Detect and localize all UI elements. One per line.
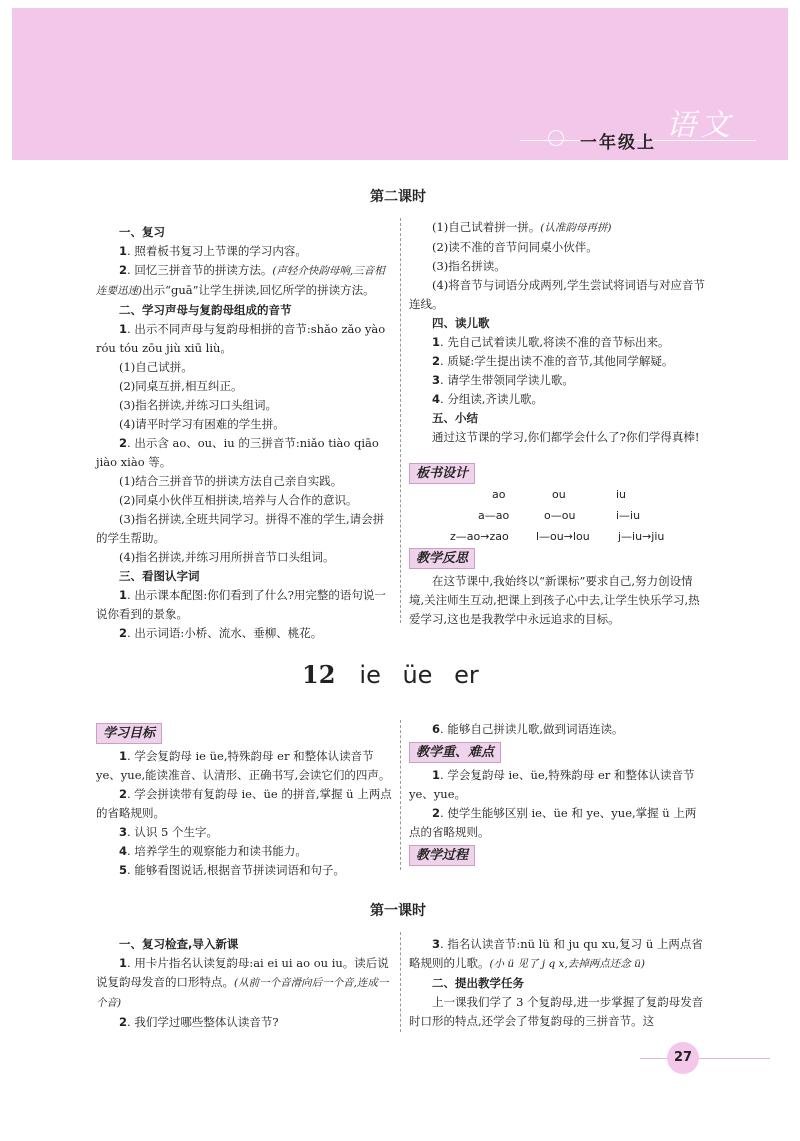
paragraph <box>409 276 705 314</box>
item-text: (4)请平时学习有困难的学生拼。 <box>119 417 285 431</box>
paragraph <box>96 320 392 358</box>
section-heading: 三、看图认字词 <box>119 569 200 583</box>
process-tag: 教学过程 <box>409 845 475 866</box>
item-text: . 用卡片指名认读复韵母:ai ei ui ao ou iu。读后说说复韵母发音的口形特点。 <box>96 956 389 989</box>
item-number: 2 <box>432 354 441 368</box>
item-number: 2 <box>119 787 128 801</box>
board-design <box>452 488 692 551</box>
item-text: (1)自己试着拼一拼。 <box>432 220 541 234</box>
reflection-tag-wrap <box>409 547 475 569</box>
item-text: (3)指名拼读。 <box>432 259 506 273</box>
item-number: 1 <box>119 588 128 602</box>
item-text: . 学会拼读带有复韵母 ie、üe 的拼音,掌握 ü 上两点的省略规则。 <box>96 787 392 820</box>
paragraph <box>96 377 392 396</box>
paragraph <box>409 371 705 390</box>
item-number: 2 <box>119 263 128 277</box>
board-cell: l—ou→lou <box>536 530 590 543</box>
item-number: 1 <box>119 322 128 336</box>
paragraph <box>409 993 705 1031</box>
board-row-3 <box>452 530 692 551</box>
item-text: . 出示课本配图:你们看到了什么?用完整的语句说一说你看到的景象。 <box>96 588 386 621</box>
paragraph <box>96 1013 392 1032</box>
item-text: . 出示不同声母与复韵母相拼的音节:shǎo zǎo yào róu tóu zōu jiù xiū liù。 <box>96 322 386 355</box>
board-cell: iu <box>616 488 627 501</box>
board-cell: a—ao <box>478 509 510 522</box>
item-note: (从前一个音滑向后一个音,连成一个音) <box>96 977 389 1009</box>
paragraph <box>96 358 392 377</box>
section-heading: 五、小结 <box>432 411 478 425</box>
item-text: . 分组读,齐读儿歌。 <box>440 392 543 406</box>
item-text: . 学会复韵母 ie üe,特殊韵母 er 和整体认读音节 ye、yue,能读准音、认清形、正确书写,会读它们的四声。 <box>96 749 391 782</box>
item-number: 2 <box>119 1015 128 1029</box>
goal-item-6 <box>409 720 705 739</box>
item-text: . 先自己试着读儿歌,将读不准的音节标出来。 <box>440 335 670 349</box>
column-divider <box>400 932 401 1032</box>
paragraph <box>409 352 705 371</box>
section2-right-column <box>409 935 705 1031</box>
paragraph <box>409 257 705 276</box>
paragraph <box>96 472 392 491</box>
paragraph <box>96 415 392 434</box>
circle-ornament-icon <box>548 130 564 146</box>
item-note: (小 ü 见了 j q x,去掉两点还念 ü) <box>489 958 645 970</box>
paragraph <box>96 242 392 261</box>
item-text: 出示“guā”让学生拼读,回忆所学的拼读方法。 <box>142 283 375 297</box>
item-number: 5 <box>119 863 128 877</box>
goals-list <box>96 747 392 880</box>
item-number: 3 <box>119 825 128 839</box>
paragraph <box>409 218 705 238</box>
item-text: (2)读不准的音节问同桌小伙伴。 <box>432 240 598 254</box>
item-text: (1)结合三拼音节的拼读方法自己亲自实践。 <box>119 474 343 488</box>
item-text: (2)同桌互拼,相互纠正。 <box>119 379 243 393</box>
page-number-line <box>640 1058 770 1059</box>
board-cell: j—iu→jiu <box>618 530 665 543</box>
paragraph <box>409 238 705 257</box>
item-text: . 指名认读音节:nü lü 和 ju qu xu,复习 ü 上两点省略规则的儿歌。 <box>409 937 703 970</box>
process-tag-wrap <box>409 844 475 866</box>
item-text: . 请学生带领同学读儿歌。 <box>440 373 574 387</box>
goal-num: 6 <box>432 722 441 736</box>
item-text: (1)自己试拼。 <box>119 360 193 374</box>
item-number: 1 <box>432 335 441 349</box>
paragraph <box>96 747 392 785</box>
item-text: . 出示词语:小桥、流水、垂柳、桃花。 <box>127 626 323 640</box>
item-text: (3)指名拼读,并练习口头组词。 <box>119 398 277 412</box>
paragraph <box>96 396 392 415</box>
keypoints-tag: 教学重、难点 <box>409 742 501 763</box>
item-number: 1 <box>119 956 128 970</box>
reflection-text: 在这节课中,我始终以“新课标”要求自己,努力创设情境,关注师生互动,把课上到孩子心中去,让学生快乐学习,热爱学习,这也是我教学中永远追求的目标。 <box>409 574 700 626</box>
section1-title: 第二课时 <box>370 189 426 205</box>
board-row-2 <box>452 509 692 530</box>
item-number: 2 <box>432 806 441 820</box>
item-text: . 出示含 ao、ou、iu 的三拼音节:niǎo tiào qiāo jiào xiào 等。 <box>96 436 379 469</box>
item-text: 通过这节课的学习,你们都学会什么了?你们学得真棒! <box>432 430 700 444</box>
paragraph <box>96 586 392 624</box>
paragraph <box>96 842 392 861</box>
item-text: (3)指名拼读,全班共同学习。拼得不准的学生,请会拼的学生帮助。 <box>96 512 385 545</box>
item-text: . 学会复韵母 ie、üe,特殊韵母 er 和整体认读音节 ye、yue。 <box>409 768 695 801</box>
item-text: (4)将音节与词语分成两列,学生尝试将词语与对应音节连线。 <box>409 278 705 311</box>
lesson-sounds: ie üe er <box>359 661 479 689</box>
item-text: . 我们学过哪些整体认读音节? <box>127 1015 279 1029</box>
item-text: . 照着板书复习上节课的学习内容。 <box>127 244 307 258</box>
board-design-tag: 板书设计 <box>409 463 475 484</box>
section2-title: 第一课时 <box>370 903 426 919</box>
item-text: . 回忆三拼音节的拼读方法。 <box>127 263 273 277</box>
paragraph <box>96 823 392 842</box>
item-text: . 培养学生的观察能力和读书能力。 <box>127 844 307 858</box>
paragraph <box>96 261 392 301</box>
item-number: 2 <box>119 436 128 450</box>
paragraph <box>409 390 705 409</box>
section2-left-column <box>96 935 392 1032</box>
board-design-tag-wrap <box>409 462 475 484</box>
item-note: (认准韵母再拼) <box>540 222 612 234</box>
board-cell: o—ou <box>544 509 576 522</box>
item-number: 1 <box>119 244 128 258</box>
paragraph <box>96 548 392 567</box>
goals-tag: 学习目标 <box>96 723 162 744</box>
paragraph <box>409 333 705 352</box>
column-divider <box>400 218 401 623</box>
item-text: 上一课我们学了 3 个复韵母,进一步掌握了复韵母发音时口形的特点,还学会了带复韵母的三拼音节。这 <box>409 995 704 1028</box>
item-text: (2)同桌小伙伴互相拼读,培养与人合作的意识。 <box>119 493 358 507</box>
paragraph <box>96 510 392 548</box>
paragraph <box>96 491 392 510</box>
grade-label: 一年级上 <box>580 133 656 153</box>
item-number: 1 <box>432 768 441 782</box>
item-number: 3 <box>432 373 441 387</box>
section-heading: 一、复习 <box>119 225 165 239</box>
section-heading: 二、提出教学任务 <box>432 976 524 990</box>
paragraph <box>96 624 392 643</box>
page-number: 27 <box>667 1042 699 1074</box>
item-text: . 使学生能够区别 ie、üe 和 ye、yue,掌握 ü 上两点的省略规则。 <box>409 806 697 839</box>
paragraph <box>96 954 392 1013</box>
board-cell: ou <box>552 488 566 501</box>
paragraph <box>409 804 705 842</box>
goal-text: . 能够自己拼读儿歌,做到词语连读。 <box>440 722 624 736</box>
keypoints-list <box>409 766 705 842</box>
paragraph <box>96 785 392 823</box>
section1-left-column <box>96 223 392 643</box>
item-number: 2 <box>119 626 128 640</box>
item-text: . 认识 5 个生字。 <box>127 825 218 839</box>
paragraph <box>409 428 705 447</box>
board-cell: i—iu <box>616 509 641 522</box>
item-note: (声轻介快韵母响,三音相连要迅速) <box>96 265 385 297</box>
column-divider <box>400 720 401 870</box>
section-heading: 一、复习检查,导入新课 <box>119 937 239 951</box>
item-number: 3 <box>432 937 441 951</box>
board-cell: z—ao→zao <box>450 530 509 543</box>
lesson-number: 12 <box>302 660 336 689</box>
section-heading: 四、读儿歌 <box>432 316 490 330</box>
item-number: 4 <box>119 844 128 858</box>
board-row-1 <box>452 488 692 509</box>
section1-right-column <box>409 218 705 447</box>
paragraph <box>409 935 705 974</box>
paragraph <box>96 434 392 472</box>
board-cell: ao <box>492 488 506 501</box>
section-heading: 二、学习声母与复韵母组成的音节 <box>119 303 292 317</box>
item-number: 1 <box>119 749 128 763</box>
lesson-title <box>302 660 479 689</box>
item-text: . 能够看图说话,根据音节拼读词语和句子。 <box>127 863 345 877</box>
goals-tag-wrap <box>96 722 162 744</box>
subject-label: 语文 <box>666 108 734 143</box>
item-text: . 质疑:学生提出读不准的音节,其他同学解疑。 <box>440 354 674 368</box>
item-number: 4 <box>432 392 441 406</box>
paragraph <box>96 861 392 880</box>
keypoints-tag-wrap <box>409 741 501 763</box>
item-text: (4)指名拼读,并练习用所拼音节口头组词。 <box>119 550 335 564</box>
reflection-tag: 教学反思 <box>409 548 475 569</box>
paragraph <box>409 766 705 804</box>
